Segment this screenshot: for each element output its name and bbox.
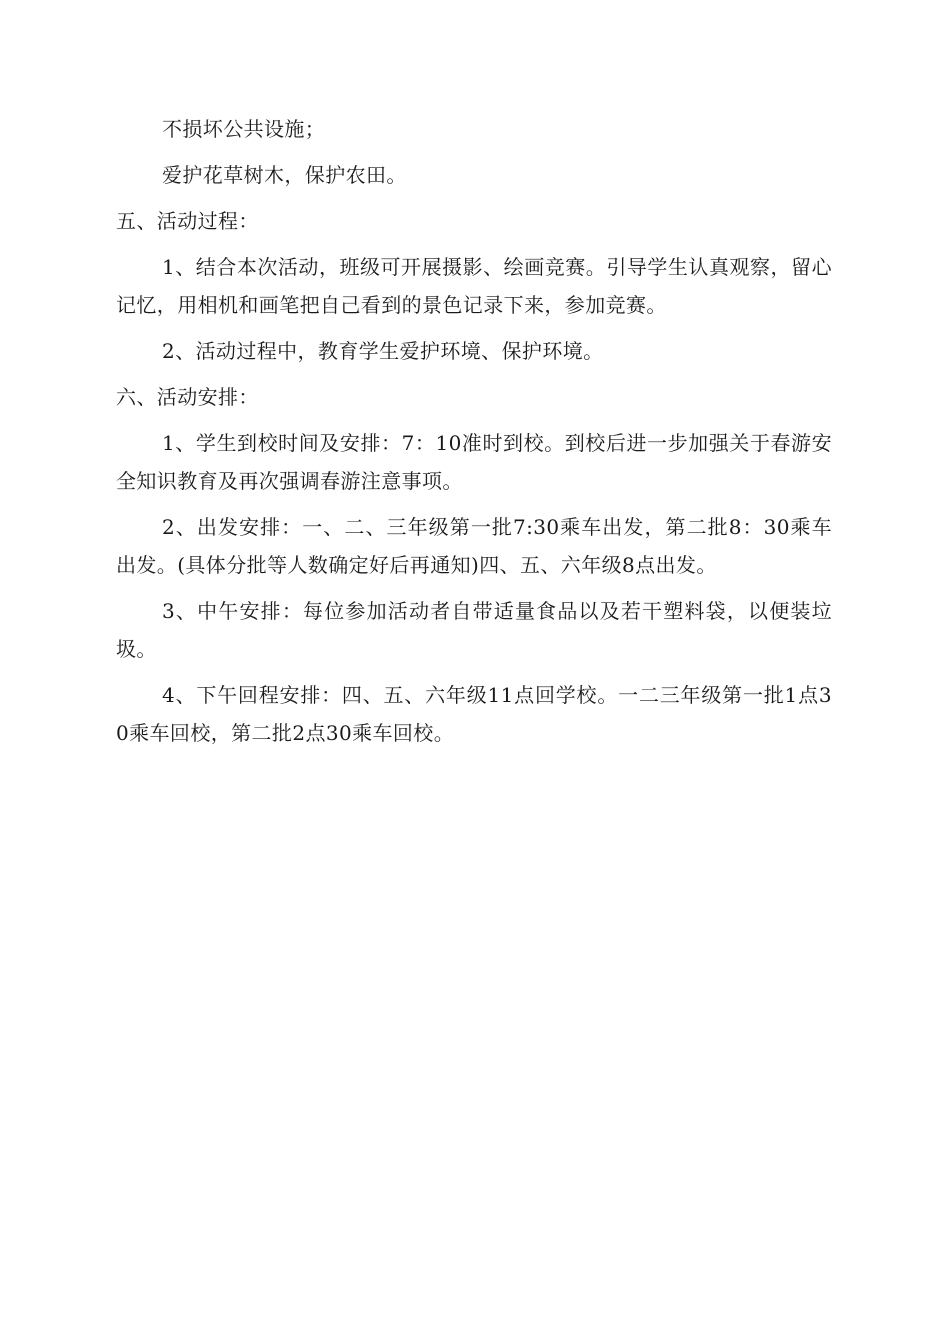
paragraph-protect-plants: 爱护花草树木，保护农田。 — [162, 163, 407, 187]
paragraph-arrangement-4: 4、下午回程安排：四、五、六年级11点回学校。一二三年级第一批1点30乘车回校，第二批2点30乘车回校。 — [116, 683, 832, 745]
paragraph-arrangement-1: 1、学生到校时间及安排：7：10准时到校。到校后进一步加强关于春游安全知识教育及再次强调春游注意事项。 — [116, 431, 832, 493]
section-heading-activity-process: 五、活动过程： — [116, 209, 259, 233]
document-body — [116, 110, 832, 760]
paragraph-public-facilities: 不损坏公共设施； — [162, 117, 326, 141]
section-heading-activity-arrangement: 六、活动安排： — [116, 385, 259, 409]
paragraph-arrangement-3: 3、中午安排：每位参加活动者自带适量食品以及若干塑料袋，以便装垃圾。 — [116, 599, 832, 661]
paragraph-process-2: 2、活动过程中，教育学生爱护环境、保护环境。 — [162, 339, 604, 363]
paragraph-arrangement-2: 2、出发安排：一、二、三年级第一批7:30乘车出发，第二批8：30乘车出发。(具体分批等人数确定好后再通知)四、五、六年级8点出发。 — [116, 515, 832, 577]
paragraph-process-1: 1、结合本次活动，班级可开展摄影、绘画竞赛。引导学生认真观察，留心记忆，用相机和画笔把自己看到的景色记录下来，参加竞赛。 — [116, 255, 832, 317]
